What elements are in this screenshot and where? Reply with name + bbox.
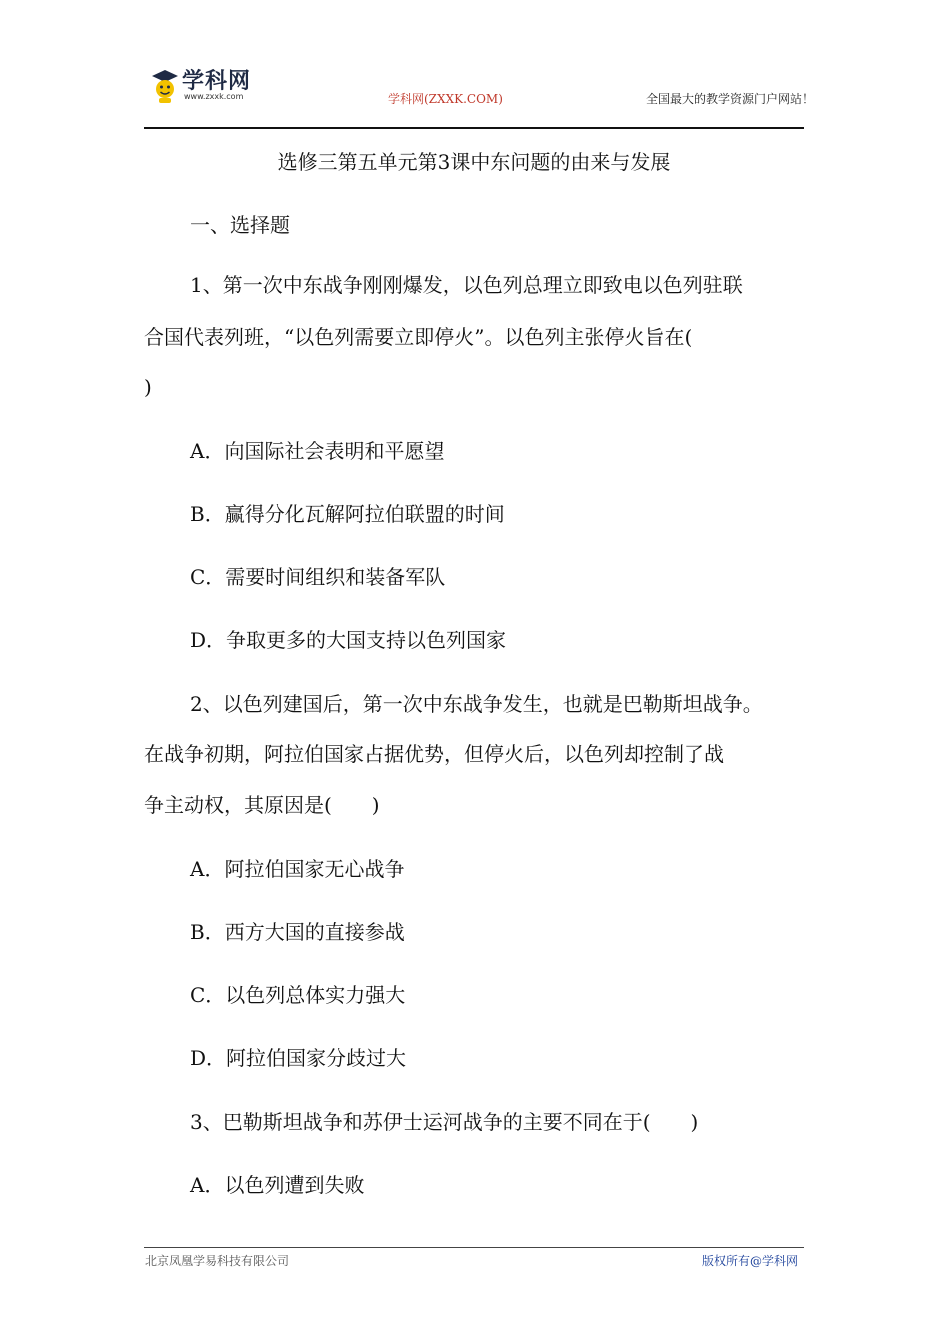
footer-divider: [144, 1247, 804, 1248]
question-text-line: 合国代表列班，“以色列需要立即停火”。以色列主张停火旨在(: [144, 325, 693, 349]
header-site-name[interactable]: 学科网(ZXXK.COM): [388, 92, 503, 106]
footer-company: 北京凤凰学易科技有限公司: [145, 1254, 290, 1268]
header-divider: [144, 127, 804, 129]
section-heading: 一、选择题: [190, 213, 290, 237]
answer-option-c[interactable]: C．以色列总体实力强大: [190, 983, 406, 1007]
page-title: 选修三第五单元第3课中东问题的由来与发展: [277, 150, 671, 174]
question-text-line: 争主动权，其原因是( ): [144, 793, 380, 817]
answer-option-c[interactable]: C．需要时间组织和装备军队: [190, 565, 446, 589]
logo-text: 学科网: [182, 69, 252, 94]
answer-option-d[interactable]: D．阿拉伯国家分歧过大: [190, 1046, 407, 1070]
question-text-line: 1、第一次中东战争刚刚爆发，以色列总理立即致电以色列驻联: [190, 273, 743, 297]
footer-copyright[interactable]: 版权所有@学科网: [701, 1254, 798, 1268]
question-text-line: ): [144, 375, 152, 399]
site-logo: [148, 66, 258, 106]
header-slogan: 全国最大的教学资源门户网站！: [645, 92, 814, 106]
answer-option-d[interactable]: D．争取更多的大国支持以色列国家: [190, 628, 507, 652]
question-text-line: 在战争初期，阿拉伯国家占据优势，但停火后，以色列却控制了战: [144, 742, 724, 766]
answer-option-a[interactable]: A．向国际社会表明和平愿望: [190, 439, 445, 463]
answer-option-b[interactable]: B．西方大国的直接参战: [190, 920, 405, 944]
answer-option-b[interactable]: B．赢得分化瓦解阿拉伯联盟的时间: [190, 502, 505, 526]
answer-option-a[interactable]: A．以色列遭到失败: [190, 1173, 365, 1197]
question-text-line: 2、以色列建国后，第一次中东战争发生，也就是巴勒斯坦战争。: [190, 692, 763, 716]
answer-option-a[interactable]: A．阿拉伯国家无心战争: [190, 857, 405, 881]
question-text-line: 3、巴勒斯坦战争和苏伊士运河战争的主要不同在于( ): [190, 1110, 699, 1134]
logo-url: www.zxxk.com: [184, 92, 244, 101]
mascot-icon: [148, 68, 182, 104]
